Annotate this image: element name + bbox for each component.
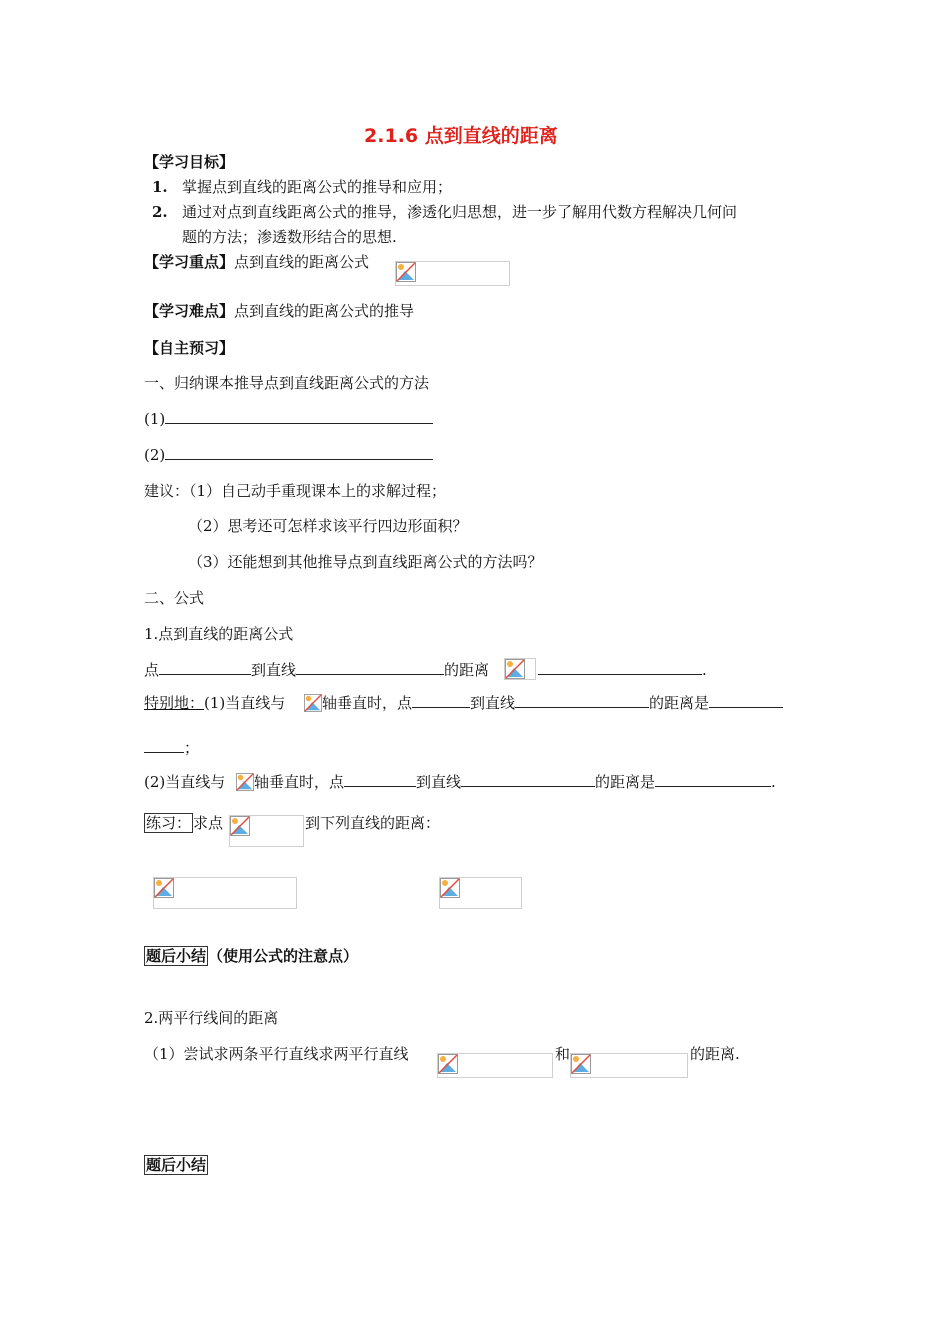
key-point-line bbox=[144, 252, 369, 272]
text: 点 bbox=[144, 661, 160, 679]
key-point-text: 点到直线的距离公式 bbox=[234, 253, 370, 271]
answer-blank[interactable] bbox=[461, 772, 595, 787]
sub-heading-2: 2.两平行线间的距离 bbox=[144, 1009, 279, 1027]
parallel-line: （1）尝试求两条平行直线求两平行直线 bbox=[144, 1045, 409, 1063]
objective-num: 2. bbox=[152, 203, 168, 221]
difficulty-label: 【学习难点】 bbox=[144, 302, 235, 320]
formula-image bbox=[236, 773, 254, 793]
blank-label: (2) bbox=[144, 446, 166, 464]
formula-image bbox=[153, 877, 297, 909]
special-label: 特别地： bbox=[144, 694, 205, 712]
formula-line bbox=[144, 660, 489, 680]
section2-title: 二、公式 bbox=[144, 589, 205, 607]
broken-image-icon bbox=[571, 1054, 591, 1074]
objective-num: 1. bbox=[152, 178, 168, 196]
text: ； bbox=[184, 739, 200, 757]
broken-image-icon bbox=[304, 694, 322, 712]
summary-2 bbox=[144, 1155, 208, 1175]
text: (1)当直线与 bbox=[204, 694, 286, 712]
formula-image bbox=[395, 261, 510, 286]
exercise-line-end: 到下列直线的距离： bbox=[305, 814, 441, 832]
text: 的距离 bbox=[444, 661, 490, 679]
method-blank-2 bbox=[144, 445, 433, 465]
answer-blank[interactable] bbox=[159, 660, 251, 675]
suggest-item: （1）自己动手重现课本上的求解过程； bbox=[189, 482, 447, 500]
broken-image-icon bbox=[440, 878, 460, 898]
text: 到直线 bbox=[416, 773, 462, 791]
formula-image bbox=[229, 815, 304, 847]
summary-1 bbox=[144, 946, 358, 966]
text: 求点 bbox=[193, 814, 224, 832]
answer-blank[interactable] bbox=[165, 409, 433, 424]
method-blank-1 bbox=[144, 409, 433, 429]
section1-title: 一、归纳课本推导点到直线距离公式的方法 bbox=[144, 374, 430, 392]
broken-image-icon bbox=[438, 1054, 458, 1074]
formula-image bbox=[439, 877, 522, 909]
answer-blank[interactable] bbox=[165, 445, 433, 460]
formula-image bbox=[504, 658, 536, 680]
broken-image-icon bbox=[236, 773, 254, 791]
objective-text: 掌握点到直线的距离公式的推导和应用； bbox=[182, 178, 453, 196]
objectives-heading: 【学习目标】 bbox=[144, 153, 235, 171]
text: 到直线 bbox=[251, 661, 297, 679]
answer-blank[interactable] bbox=[709, 693, 783, 708]
text: 到直线 bbox=[470, 694, 516, 712]
objective-text-cont: 题的方法；渗透数形结合的思想. bbox=[182, 228, 397, 246]
formula-image bbox=[304, 694, 322, 714]
broken-image-icon bbox=[230, 816, 250, 836]
answer-blank[interactable] bbox=[412, 693, 470, 708]
difficulty-line bbox=[144, 301, 414, 321]
suggest-line bbox=[144, 481, 446, 501]
suggest-item: （3）还能想到其他推导点到直线距离公式的方法吗？ bbox=[188, 553, 543, 571]
special-case-1-rest bbox=[322, 693, 783, 713]
blank-label: (1) bbox=[144, 410, 166, 428]
special-case-1-cont bbox=[144, 738, 199, 758]
formula-line-end bbox=[538, 660, 707, 680]
text: (2)当直线与 bbox=[144, 773, 226, 791]
text: 轴垂直时，点 bbox=[254, 773, 345, 791]
broken-image-icon bbox=[505, 659, 525, 679]
answer-blank[interactable] bbox=[515, 693, 649, 708]
page-title: 2.1.6 点到直线的距离 bbox=[364, 125, 558, 147]
objective-text: 通过对点到直线距离公式的推导，渗透化归思想，进一步了解用代数方程解决几何问 bbox=[182, 203, 738, 221]
parallel-end: 的距离. bbox=[690, 1045, 740, 1063]
sub-heading-1: 1.点到直线的距离公式 bbox=[144, 625, 294, 643]
suggest-item: （2）思考还可怎样求该平行四边形面积？ bbox=[188, 517, 468, 535]
difficulty-text: 点到直线的距离公式的推导 bbox=[234, 302, 415, 320]
summary-label: 题后小结 bbox=[146, 1156, 207, 1174]
special-case-1 bbox=[144, 693, 285, 713]
broken-image-icon bbox=[396, 262, 416, 282]
broken-image-icon bbox=[154, 878, 174, 898]
exercise-label: 练习： bbox=[146, 814, 192, 832]
answer-blank[interactable] bbox=[655, 772, 771, 787]
text: 的距离是 bbox=[649, 694, 710, 712]
answer-blank[interactable] bbox=[344, 772, 416, 787]
parallel-and: 和 bbox=[555, 1045, 571, 1063]
text: 轴垂直时，点 bbox=[322, 694, 413, 712]
answer-blank[interactable] bbox=[296, 660, 444, 675]
key-point-label: 【学习重点】 bbox=[144, 253, 235, 271]
answer-blank[interactable] bbox=[144, 738, 184, 753]
exercise-line bbox=[144, 813, 223, 833]
special-case-2-rest bbox=[254, 772, 776, 792]
summary-label: 题后小结 bbox=[146, 947, 207, 965]
answer-blank[interactable] bbox=[538, 660, 702, 675]
text: . bbox=[702, 661, 707, 679]
summary-text: （使用公式的注意点） bbox=[208, 947, 359, 965]
formula-image bbox=[437, 1053, 553, 1078]
text: 的距离是 bbox=[595, 773, 656, 791]
preview-heading: 【自主预习】 bbox=[144, 339, 235, 357]
text: . bbox=[771, 773, 776, 791]
formula-image bbox=[570, 1053, 688, 1078]
special-case-2 bbox=[144, 772, 225, 792]
suggest-label: 建议： bbox=[144, 482, 190, 500]
